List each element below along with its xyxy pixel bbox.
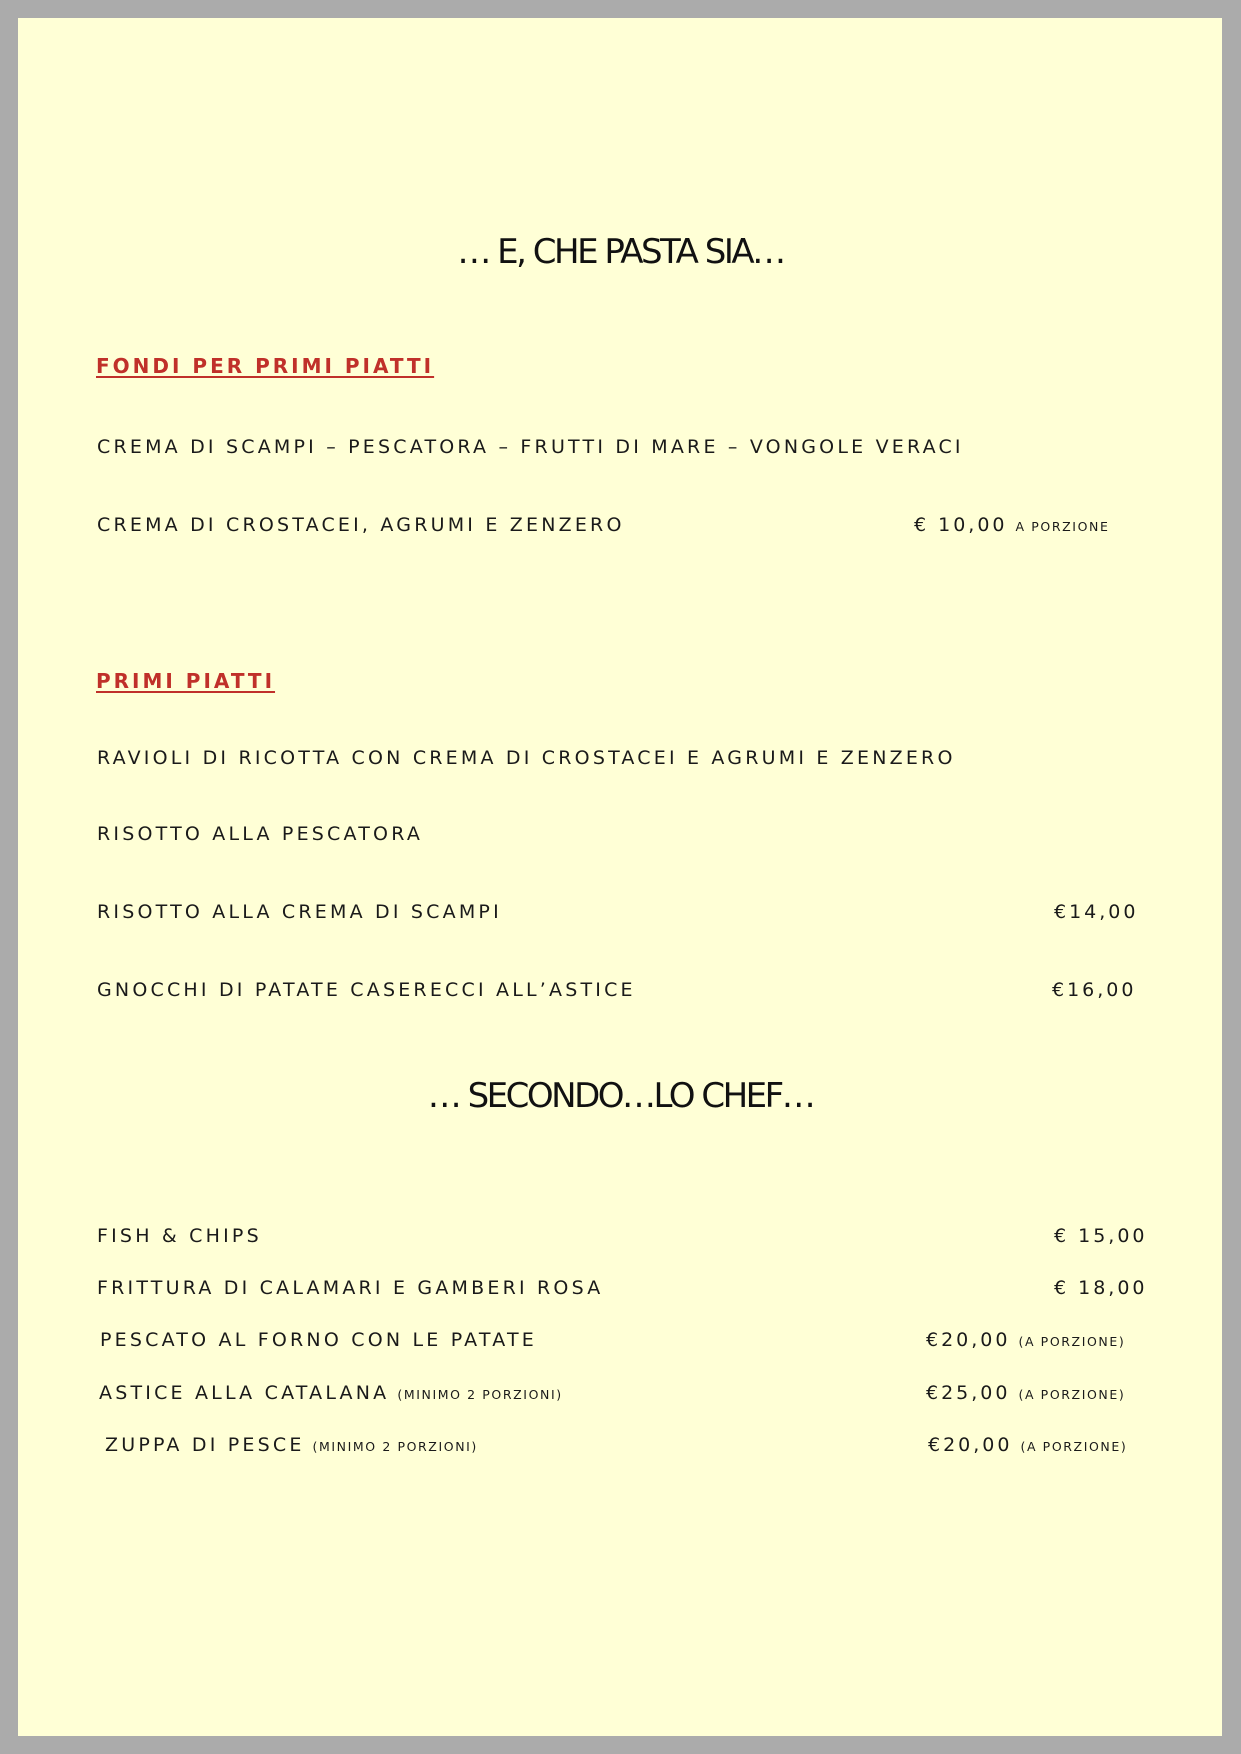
secondi-astice-price <box>926 1382 1125 1404</box>
fondi-line-2: CREMA DI CROSTACEI, AGRUMI E ZENZERO <box>97 514 625 536</box>
section-fondi: FONDI PER PRIMI PIATTI <box>96 354 435 378</box>
primi-gnocchi: GNOCCHI DI PATATE CASERECCI ALL’ASTICE <box>97 979 636 1001</box>
secondi-astice-note: (MINIMO 2 PORZIONI) <box>397 1387 563 1402</box>
secondi-zuppa-label: ZUPPA DI PESCE <box>105 1434 305 1456</box>
primi-gnocchi-price: €16,00 <box>1052 979 1137 1001</box>
secondi-zuppa-price-value: €20,00 <box>928 1434 1013 1456</box>
fondi-price-note: A PORZIONE <box>1015 519 1110 534</box>
secondi-astice-label: ASTICE ALLA CATALANA <box>99 1382 390 1404</box>
fondi-price-value: € 10,00 <box>914 514 1008 536</box>
fondi-line-1: CREMA DI SCAMPI – PESCATORA – FRUTTI DI MARE – VONGOLE VERACI <box>97 436 964 458</box>
secondi-zuppa-price <box>928 1434 1127 1456</box>
chef-title: … SECONDO…LO CHEF… <box>427 1076 814 1116</box>
secondi-pescato-price-value: €20,00 <box>926 1329 1011 1351</box>
pasta-title: … E, CHE PASTA SIA… <box>457 232 784 272</box>
secondi-astice <box>99 1382 563 1404</box>
secondi-pescato-price <box>926 1329 1125 1351</box>
secondi-pescato-price-note: (A PORZIONE) <box>1018 1334 1126 1349</box>
primi-risotto-pescatora: RISOTTO ALLA PESCATORA <box>97 823 424 845</box>
secondi-zuppa-note: (MINIMO 2 PORZIONI) <box>312 1439 478 1454</box>
fondi-price <box>914 514 1109 536</box>
secondi-pescato: PESCATO AL FORNO CON LE PATATE <box>100 1329 537 1351</box>
menu-page <box>18 18 1222 1736</box>
secondi-fish: FISH & CHIPS <box>97 1225 262 1247</box>
secondi-astice-price-value: €25,00 <box>926 1382 1011 1404</box>
primi-risotto-scampi: RISOTTO ALLA CREMA DI SCAMPI <box>97 901 502 923</box>
section-primi: PRIMI PIATTI <box>96 669 276 693</box>
primi-risotto-price: €14,00 <box>1054 901 1139 923</box>
secondi-zuppa-price-note: (A PORZIONE) <box>1020 1439 1128 1454</box>
secondi-frittura: FRITTURA DI CALAMARI E GAMBERI ROSA <box>97 1277 604 1299</box>
primi-ravioli: RAVIOLI DI RICOTTA CON CREMA DI CROSTACEI E AGRUMI E ZENZERO <box>97 747 956 769</box>
secondi-frittura-price: € 18,00 <box>1054 1277 1148 1299</box>
secondi-fish-price: € 15,00 <box>1054 1225 1148 1247</box>
secondi-astice-price-note: (A PORZIONE) <box>1018 1387 1126 1402</box>
secondi-zuppa <box>105 1434 478 1456</box>
